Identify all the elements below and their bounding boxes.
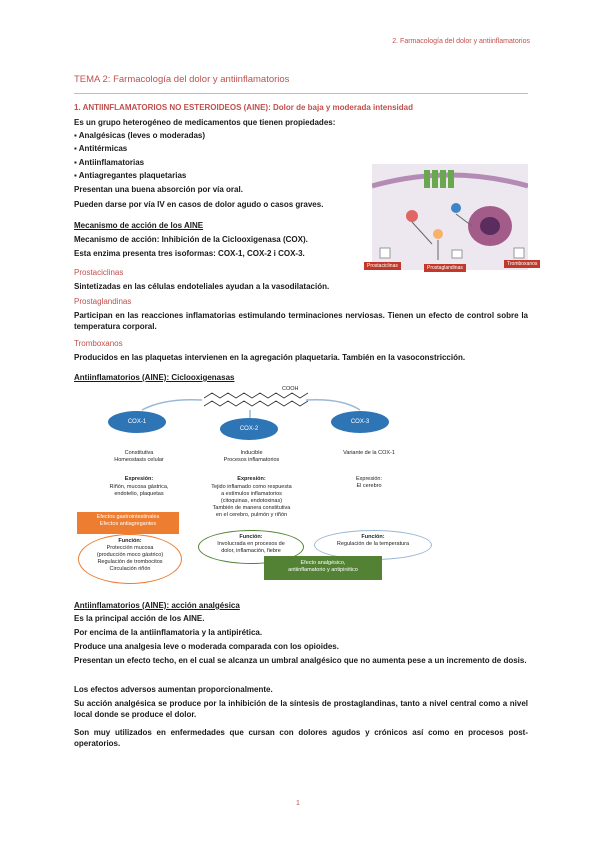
- cox2-node: COX-2: [220, 418, 278, 440]
- cell-pathway-image: [367, 164, 538, 271]
- paragraph: Produce una analgesia leve o moderada comparada con los opioides.: [74, 642, 339, 651]
- label-prostaciclinas: Prostaciclinas: [364, 262, 401, 270]
- paragraph: Sintetizadas en las células endoteliales ayudan a la vasodilatación.: [74, 282, 330, 291]
- cox1-node: COX-1: [108, 411, 166, 433]
- paragraph: Los efectos adversos aumentan proporcionalmente.: [74, 685, 273, 694]
- label-prostaglandinas: Prostaglandinas: [424, 264, 466, 272]
- cox-heading: Antiinflamatorios (AINE): Ciclooxigenasas: [74, 373, 235, 382]
- label-tromboxanos: Tromboxanos: [504, 260, 540, 268]
- list-item: ▪ Antitérmicas: [74, 144, 128, 153]
- cox3-expr: Expresión: El cerebro: [356, 476, 382, 489]
- list-item: ▪ Antiinflamatorias: [74, 158, 145, 167]
- paragraph: Presentan una buena absorción por vía oral.: [74, 185, 243, 194]
- cox1-func-label: Función:: [118, 538, 142, 544]
- cox2-expr: Tejido inflamado como respuesta a estímulos inflamatorios (citoquinas, endotoxinas) También de manera constitutiva en el cerebro, pulmón y riñón: [211, 484, 292, 518]
- page-number: 1: [296, 800, 300, 807]
- title-divider: [74, 93, 528, 94]
- paragraph: Participan en las reacciones inflamatorias estimulando terminaciones nerviosas. Tienen un efecto de control sobre la temperatura corporal.: [74, 311, 528, 331]
- cox3-node: COX-3: [331, 411, 389, 433]
- subheading-tromboxanos: Tromboxanos: [74, 339, 123, 348]
- cox3-func: Regulación de la temperatura: [336, 541, 410, 547]
- cox3-type: Variante de la COX-1: [343, 450, 395, 456]
- subheading-prostaglandinas: Prostaglandinas: [74, 297, 132, 306]
- paragraph: Esta enzima presenta tres isoformas: COX-1, COX-2 i COX-3.: [74, 249, 305, 258]
- cox1-expr: Riñón, mucosa gástrica, endotelio, plaquetas: [109, 484, 169, 497]
- paragraph: Es la principal acción de los AINE.: [74, 614, 205, 623]
- cooh-label: COOH: [282, 386, 299, 392]
- section1-heading: 1. ANTIINFLAMATORIOS NO ESTEROIDEOS (AINE): Dolor de baja y moderada intensidad: [74, 103, 413, 112]
- paragraph: Por encima de la antiinflamatoria y la antipirética.: [74, 628, 263, 637]
- cox2-expr-label: Expresión:: [237, 476, 266, 482]
- cox1-func: Protección mucosa (producción moco gástrico) Regulación de trombocitos Circulación riñón: [96, 545, 164, 572]
- mechanism-heading: Mecanismo de acción de los AINE: [74, 221, 204, 230]
- list-item: ▪ Antiagregantes plaquetarias: [74, 171, 187, 180]
- running-header: 2. Farmacología del dolor y antiinflamatorios: [392, 38, 530, 45]
- list-item: ▪ Analgésicas (leves o moderadas): [74, 131, 206, 140]
- analgesic-effect-box: Efecto analgésico, antiinflamatorio y antipirético: [264, 556, 382, 580]
- gastro-antiplatelet-box: Efectos gastrointestinales Efectos antiagregantes: [77, 512, 179, 534]
- intro-text: Es un grupo heterogéneo de medicamentos que tienen propiedades:: [74, 118, 336, 127]
- paragraph: Su acción analgésica se produce por la inhibición de la síntesis de prostaglandinas, tanto a nivel central como a nivel local donde se produce el dolor.: [74, 699, 528, 719]
- cox1-type: Constitutiva Homeostasis celular: [114, 450, 164, 463]
- paragraph: Pueden darse por vía IV en casos de dolor agudo o casos graves.: [74, 200, 324, 209]
- cox2-func-label: Función:: [239, 534, 263, 540]
- paragraph: Producidos en las plaquetas intervienen en la agregación plaquetaria. También en la vasoconstricción.: [74, 353, 466, 362]
- cell-illustration: [372, 164, 528, 270]
- cox2-type: Inducible Procesos inflamatorios: [223, 450, 280, 463]
- page-title: TEMA 2: Farmacología del dolor y antiinflamatorios: [74, 74, 290, 85]
- analgesic-heading: Antiinflamatorios (AINE): acción analgésica: [74, 601, 240, 610]
- cox2-func: Involucrada en procesos de dolor, inflamación, fiebre: [217, 541, 285, 554]
- paragraph: Mecanismo de acción: Inhibición de la Ciclooxigenasa (COX).: [74, 235, 308, 244]
- cox1-expr-label: Expresión:: [124, 476, 154, 482]
- cox3-func-label: Función:: [361, 534, 385, 540]
- paragraph: Son muy utilizados en enfermedades que cursan con dolores agudos y crónicos así como en procesos post-operatorios.: [74, 728, 528, 748]
- cox-diagram: [74, 384, 454, 590]
- paragraph: Presentan un efecto techo, en el cual se alcanza un umbral analgésico que no aumenta pese a un incremento de dosis.: [74, 656, 527, 665]
- subheading-prostaciclinas: Prostaciclinas: [74, 268, 124, 277]
